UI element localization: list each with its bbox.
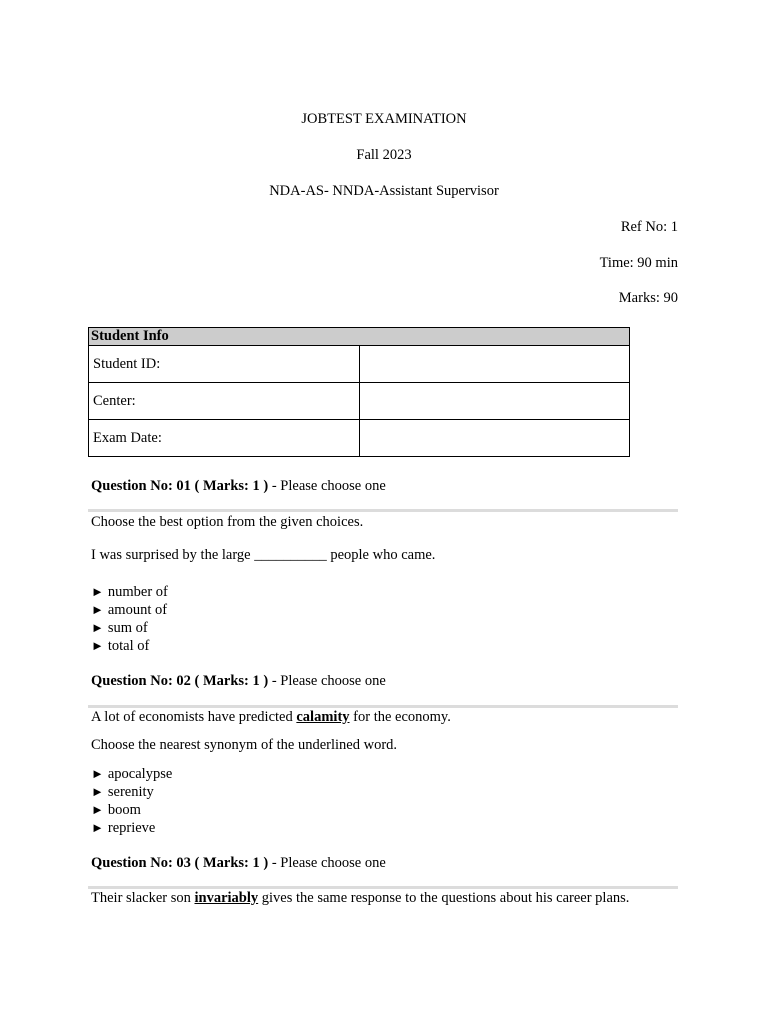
student-id-field[interactable] <box>359 346 630 383</box>
table-row <box>89 420 630 457</box>
option-label: reprieve <box>107 820 156 836</box>
option-label: number of <box>107 584 168 600</box>
question-3-divider <box>88 886 678 889</box>
ref-number: Ref No: 1 <box>620 219 678 235</box>
list-item[interactable] <box>91 783 172 801</box>
underlined-word: calamity <box>296 709 350 725</box>
student-info-heading: Student Info <box>89 328 630 346</box>
underlined-word: invariably <box>194 890 259 906</box>
center-field[interactable] <box>359 383 630 420</box>
exam-date-label: Exam Date: <box>89 420 360 457</box>
question-2-header <box>91 673 386 690</box>
list-item[interactable] <box>91 819 172 837</box>
student-info-table <box>88 327 630 457</box>
list-item[interactable] <box>91 619 168 637</box>
option-label: serenity <box>107 784 154 800</box>
question-1-stem: I was surprised by the large __________ people who came. <box>91 547 436 563</box>
exam-time: Time: 90 min <box>599 255 678 271</box>
option-label: total of <box>107 638 150 654</box>
question-3-header <box>91 855 386 872</box>
question-2-hint: - Please choose one <box>268 673 386 689</box>
arrow-icon: ► <box>91 766 104 781</box>
arrow-icon: ► <box>91 638 104 653</box>
table-row <box>89 383 630 420</box>
stem-text: Their slacker son <box>91 890 195 906</box>
question-1-header <box>91 478 386 495</box>
arrow-icon: ► <box>91 584 104 599</box>
option-label: sum of <box>107 620 148 636</box>
exam-marks: Marks: 90 <box>618 290 678 306</box>
list-item[interactable] <box>91 801 172 819</box>
list-item[interactable] <box>91 765 172 783</box>
option-label: boom <box>107 802 141 818</box>
question-2-options <box>91 765 172 837</box>
question-1-hint: - Please choose one <box>268 478 386 494</box>
question-3-number: Question No: 03 ( Marks: 1 ) <box>91 855 269 871</box>
list-item[interactable] <box>91 583 168 601</box>
question-1-options <box>91 583 168 655</box>
list-item[interactable] <box>91 601 168 619</box>
question-1-number: Question No: 01 ( Marks: 1 ) <box>91 478 269 494</box>
question-3-hint: - Please choose one <box>268 855 386 871</box>
exam-date-field[interactable] <box>359 420 630 457</box>
question-1-instruction: Choose the best option from the given choices. <box>91 514 364 530</box>
stem-text: for the economy. <box>349 709 451 725</box>
arrow-icon: ► <box>91 820 104 835</box>
exam-title: JOBTEST EXAMINATION <box>301 111 467 127</box>
question-2-instruction: Choose the nearest synonym of the underlined word. <box>91 737 398 753</box>
question-2-stem <box>91 709 451 726</box>
student-id-label: Student ID: <box>89 346 360 383</box>
option-label: apocalypse <box>107 766 173 782</box>
arrow-icon: ► <box>91 784 104 799</box>
question-2-divider <box>88 705 678 708</box>
arrow-icon: ► <box>91 802 104 817</box>
question-3-stem <box>91 890 629 907</box>
question-2-number: Question No: 02 ( Marks: 1 ) <box>91 673 269 689</box>
arrow-icon: ► <box>91 620 104 635</box>
list-item[interactable] <box>91 637 168 655</box>
stem-text: gives the same response to the questions about his career plans. <box>258 890 630 906</box>
arrow-icon: ► <box>91 602 104 617</box>
table-row <box>89 346 630 383</box>
center-label: Center: <box>89 383 360 420</box>
question-1-divider <box>88 509 678 512</box>
exam-course: NDA-AS- NNDA-Assistant Supervisor <box>269 183 499 199</box>
option-label: amount of <box>107 602 168 618</box>
exam-term: Fall 2023 <box>356 147 412 163</box>
stem-text: A lot of economists have predicted <box>91 709 297 725</box>
